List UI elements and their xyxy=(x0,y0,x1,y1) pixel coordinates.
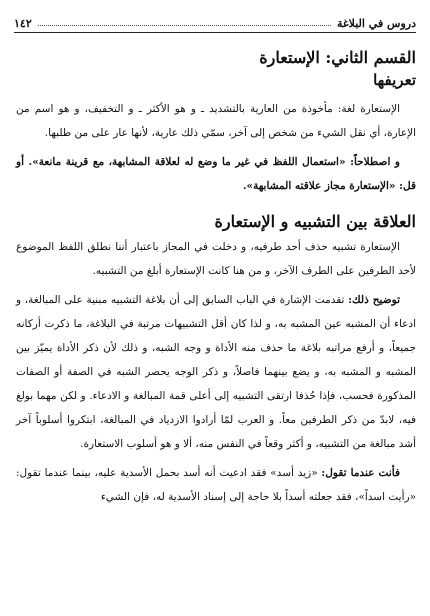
page-body xyxy=(16,38,416,616)
header-dotted-rule xyxy=(38,25,331,26)
paragraph-explanation xyxy=(16,288,416,456)
example-text: «زيد أسد» فقد ادعيت أنه أسد بحمل الأسدية عليه، بينما عندما تقول: «رأيت اسداً»، فقد جعلته أسداً بلا حاجة إلى إسناد الأسدية له، فإن الشيء xyxy=(16,467,416,503)
technical-definition-quote: و اصطلاحاً: «استعمال اللفظ في غير ما وضع له لعلاقة المشابهة، مع قرينة مانعة». xyxy=(28,156,400,168)
paragraph-lexical-definition: الإستعارة لغة: مأخوذة من العارية بالتشديد ـ و هو الأكثر ـ و التخفيف، و هو اسم من الإعارة، أي نقل الشيء من شخص إلى آخر، سمّي ذلك عارية، لأنها عار على من طلبها. xyxy=(16,103,416,139)
relation-heading: العلاقة بين التشبيه و الإستعارة xyxy=(214,212,416,231)
header-book-title: دروس في البلاغة xyxy=(337,17,416,30)
alternative-definition: أو قل: «الإستعارة مجاز علاقته المشابهة». xyxy=(16,156,416,192)
paragraph-technical-definition xyxy=(16,150,416,198)
section-title: القسم الثاني: الإستعارة xyxy=(259,48,416,67)
explanation-lead: توضيح ذلك: xyxy=(348,294,400,306)
running-header xyxy=(14,10,416,33)
example-lead: فأنت عندما تقول: xyxy=(321,467,400,479)
definition-heading: تعريفها xyxy=(373,71,416,89)
page-number: ١٤٢ xyxy=(14,17,32,30)
paragraph-example xyxy=(16,461,416,509)
paragraph-relation: الإستعارة تشبيه حذف أحد طرفيه، و دخلت في المجاز باعتبار أننا نطلق اللفظ الموضوع لأحد الطرفين على الطرف الآخر، و من هنا كانت الإستعارة أبلغ من التشبيه. xyxy=(16,241,416,277)
explanation-text: تقدمت الإشارة في الباب السابق إلى أن بلاغة التشبيه مبنية على المبالغة، و ادعاء أن المشبه عين المشبه به، و لذا كان أقل التشبيهات مرتبة في البلاغة، ما ذكرت أركانه جميعاً، و أرفع مراتبه بلاغة ما حذف منه الأداة و وجه الشبه، و ذلك لأن ذكر الأداة يميّز بين المشبه و المشبه به، و يضع بينهما فاصلاً، و ذكر الوجه يحصر الشبه في الصفة أو الصفات المذكورة فحسب، فإذا حُذفا ارتقى التشبيه إلى أعلى قمة المبالغة و الادعاء. و لكن مهما بولغ فيه، لابدّ من ذكر الطرفين معاً. و العرب لمّا أرادوا الازدياد في المبالغة، ابتكروا أسلوباً آخر أشد مبالغة من التشبيه، و أكثر وقعاً في النفس منه، ألا و هو أسلوب الاستعارة. xyxy=(16,294,416,450)
